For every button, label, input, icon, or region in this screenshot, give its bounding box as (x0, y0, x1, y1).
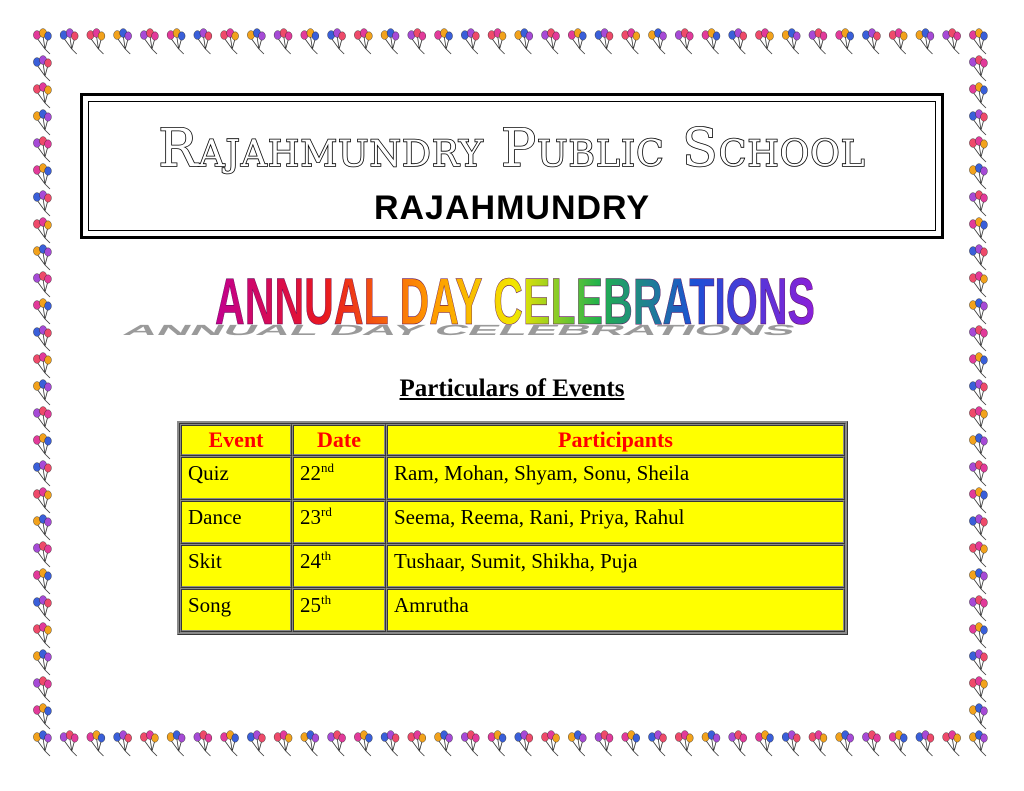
balloon-bunch-icon (408, 731, 426, 756)
participants-cell: Ram, Mohan, Shyam, Sonu, Sheila (386, 456, 845, 500)
balloon-bunch-icon (33, 731, 51, 756)
balloon-bunch-icon (943, 29, 961, 54)
banner-text: ANNUAL DAY CELEBRATIONS (215, 264, 815, 338)
balloon-bunch-icon (969, 461, 987, 486)
balloon-bunch-icon (114, 731, 132, 756)
balloon-bunch-icon (702, 731, 720, 756)
balloon-bunch-icon (675, 731, 693, 756)
balloon-bunch-icon (33, 83, 51, 108)
balloon-bunch-icon (194, 29, 212, 54)
table-row (180, 544, 845, 588)
balloon-bunch-icon (87, 731, 105, 756)
balloon-bunch-icon (515, 29, 533, 54)
balloon-bunch-icon (140, 29, 158, 54)
balloon-bunch-icon (461, 29, 479, 54)
school-header-box (80, 93, 944, 239)
balloon-bunch-icon (595, 29, 613, 54)
balloon-bunch-icon (542, 29, 560, 54)
balloon-bunch-icon (969, 299, 987, 324)
balloon-bunch-icon (836, 29, 854, 54)
balloon-bunch-icon (969, 137, 987, 162)
balloon-bunch-icon (889, 29, 907, 54)
date-suffix: th (321, 592, 332, 607)
balloon-bunch-icon (836, 731, 854, 756)
column-header-date: Date (292, 424, 386, 456)
balloon-bunch-icon (488, 731, 506, 756)
balloon-bunch-icon (969, 407, 987, 432)
balloon-bunch-icon (675, 29, 693, 54)
balloon-bunch-icon (33, 245, 51, 270)
balloon-bunch-icon (969, 29, 987, 54)
balloon-bunch-icon (515, 731, 533, 756)
date-number: 25 (300, 593, 321, 617)
balloon-bunch-icon (167, 731, 185, 756)
balloon-bunch-icon (969, 542, 987, 567)
date-cell (292, 544, 386, 588)
balloon-bunch-icon (33, 704, 51, 729)
balloon-bunch-icon (328, 29, 346, 54)
event-cell: Skit (180, 544, 292, 588)
balloon-bunch-icon (33, 623, 51, 648)
balloon-bunch-icon (247, 29, 265, 54)
balloon-bunch-icon (729, 731, 747, 756)
balloon-bunch-icon (969, 623, 987, 648)
balloon-bunch-icon (969, 515, 987, 540)
balloon-bunch-icon (140, 731, 158, 756)
balloon-bunch-icon (33, 434, 51, 459)
participants-cell: Seema, Reema, Rani, Priya, Rahul (386, 500, 845, 544)
balloon-bunch-icon (648, 731, 666, 756)
date-number: 22 (300, 461, 321, 485)
event-cell: Dance (180, 500, 292, 544)
events-table (177, 421, 848, 635)
balloon-bunch-icon (328, 731, 346, 756)
balloon-bunch-icon (969, 326, 987, 351)
balloon-bunch-icon (755, 731, 773, 756)
balloon-bunch-icon (862, 29, 880, 54)
banner-shadow-text: ANNUAL DAY CELEBRATIONS (119, 322, 800, 339)
balloon-bunch-icon (60, 29, 78, 54)
balloon-bunch-icon (435, 29, 453, 54)
balloon-bunch-icon (33, 488, 51, 513)
date-cell (292, 456, 386, 500)
table-row (180, 456, 845, 500)
balloon-bunch-icon (461, 731, 479, 756)
balloon-bunch-icon (622, 29, 640, 54)
balloon-bunch-icon (943, 731, 961, 756)
balloon-bunch-icon (488, 29, 506, 54)
column-header-participants: Participants (386, 424, 845, 456)
balloon-bunch-icon (33, 542, 51, 567)
date-cell (292, 500, 386, 544)
balloon-bunch-icon (969, 218, 987, 243)
participants-cell: Tushaar, Sumit, Shikha, Puja (386, 544, 845, 588)
balloon-bunch-icon (221, 29, 239, 54)
balloon-bunch-icon (381, 731, 399, 756)
balloon-bunch-icon (969, 56, 987, 81)
balloon-bunch-icon (862, 731, 880, 756)
balloon-bunch-icon (969, 488, 987, 513)
balloon-bunch-icon (969, 434, 987, 459)
column-header-event: Event (180, 424, 292, 456)
balloon-bunch-icon (969, 731, 987, 756)
balloon-bunch-icon (568, 731, 586, 756)
balloon-bunch-icon (648, 29, 666, 54)
balloon-bunch-icon (969, 704, 987, 729)
balloon-bunch-icon (381, 29, 399, 54)
date-cell (292, 588, 386, 632)
date-suffix: nd (321, 460, 334, 475)
balloon-bunch-icon (247, 731, 265, 756)
balloon-bunch-icon (435, 731, 453, 756)
balloon-bunch-icon (33, 677, 51, 702)
balloon-bunch-icon (969, 245, 987, 270)
balloon-bunch-icon (408, 29, 426, 54)
date-number: 24 (300, 549, 321, 573)
balloon-bunch-icon (916, 731, 934, 756)
balloon-bunch-icon (542, 731, 560, 756)
balloon-bunch-icon (969, 569, 987, 594)
date-suffix: rd (321, 504, 332, 519)
balloon-bunch-icon (33, 515, 51, 540)
balloon-bunch-icon (622, 731, 640, 756)
school-city: RAJAHMUNDRY (373, 189, 651, 227)
balloon-bunch-icon (889, 731, 907, 756)
balloon-bunch-icon (969, 191, 987, 216)
balloon-bunch-icon (969, 272, 987, 297)
balloon-bunch-icon (33, 299, 51, 324)
annual-day-banner (119, 262, 835, 347)
balloon-bunch-icon (969, 110, 987, 135)
balloon-bunch-icon (969, 677, 987, 702)
balloon-bunch-icon (969, 164, 987, 189)
balloon-bunch-icon (595, 731, 613, 756)
table-row (180, 588, 845, 632)
balloon-bunch-icon (33, 110, 51, 135)
balloon-bunch-icon (354, 731, 372, 756)
date-suffix: th (321, 548, 332, 563)
balloon-bunch-icon (87, 29, 105, 54)
balloon-bunch-icon (568, 29, 586, 54)
balloon-bunch-icon (33, 461, 51, 486)
balloon-bunch-icon (702, 29, 720, 54)
balloon-bunch-icon (33, 191, 51, 216)
balloon-bunch-icon (33, 137, 51, 162)
balloon-bunch-icon (782, 29, 800, 54)
balloon-bunch-icon (33, 56, 51, 81)
balloon-bunch-icon (221, 731, 239, 756)
balloon-bunch-icon (274, 731, 292, 756)
school-header-inner-frame (88, 101, 936, 231)
balloon-bunch-icon (33, 326, 51, 351)
balloon-bunch-icon (755, 29, 773, 54)
balloon-bunch-icon (33, 164, 51, 189)
balloon-bunch-icon (969, 596, 987, 621)
balloon-bunch-icon (809, 29, 827, 54)
date-number: 23 (300, 505, 321, 529)
balloon-bunch-icon (33, 407, 51, 432)
event-cell: Song (180, 588, 292, 632)
balloon-bunch-icon (33, 29, 51, 54)
balloon-bunch-icon (969, 650, 987, 675)
balloon-bunch-icon (301, 731, 319, 756)
balloon-bunch-icon (33, 650, 51, 675)
balloon-bunch-icon (354, 29, 372, 54)
balloon-bunch-icon (167, 29, 185, 54)
balloon-bunch-icon (194, 731, 212, 756)
participants-cell: Amrutha (386, 588, 845, 632)
balloon-bunch-icon (729, 29, 747, 54)
balloon-bunch-icon (809, 731, 827, 756)
particulars-title: Particulars of Events (399, 375, 625, 402)
balloon-bunch-icon (301, 29, 319, 54)
event-cell: Quiz (180, 456, 292, 500)
balloon-bunch-icon (33, 569, 51, 594)
balloon-bunch-icon (33, 272, 51, 297)
balloon-bunch-icon (969, 83, 987, 108)
balloon-bunch-icon (916, 29, 934, 54)
table-header-row (180, 424, 845, 456)
balloon-bunch-icon (114, 29, 132, 54)
table-row (180, 500, 845, 544)
school-name: Rajahmundry Public School (158, 119, 866, 179)
balloon-bunch-icon (33, 218, 51, 243)
balloon-bunch-icon (782, 731, 800, 756)
balloon-bunch-icon (33, 596, 51, 621)
balloon-bunch-icon (60, 731, 78, 756)
balloon-bunch-icon (274, 29, 292, 54)
